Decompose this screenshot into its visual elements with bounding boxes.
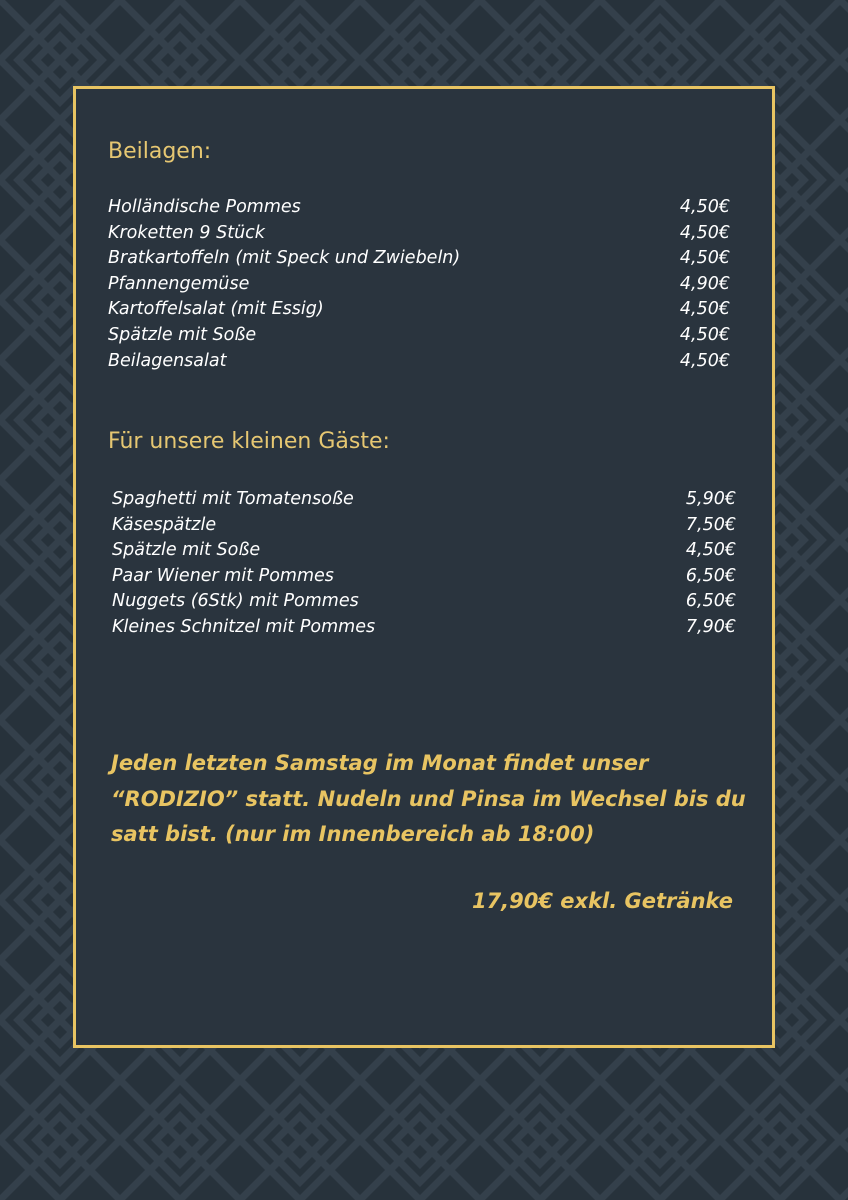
item-price: 4,50€ <box>679 324 730 345</box>
item-name: Beilagensalat <box>108 350 227 371</box>
item-name: Bratkartoffeln (mit Speck und Zwiebeln) <box>108 248 461 269</box>
item-price: 6,50€ <box>685 591 736 612</box>
list-item <box>108 246 730 272</box>
beilagen-list <box>108 195 730 374</box>
list-item <box>112 564 736 590</box>
item-price: 5,90€ <box>685 489 736 509</box>
list-item <box>112 615 736 641</box>
item-price: 4,90€ <box>679 273 730 294</box>
list-item <box>112 513 736 539</box>
list-item <box>108 272 730 298</box>
list-item <box>108 195 730 221</box>
section-title-beilagen: Beilagen: <box>108 139 212 164</box>
item-price: 4,50€ <box>679 197 730 217</box>
item-name: Käsespätzle <box>112 514 217 535</box>
list-item <box>108 297 730 323</box>
item-price: 4,50€ <box>685 540 736 561</box>
item-name: Spätzle mit Soße <box>108 324 257 345</box>
list-item <box>112 487 736 513</box>
item-name: Paar Wiener mit Pommes <box>112 565 334 586</box>
item-price: 7,50€ <box>685 514 736 535</box>
menu-card <box>73 86 775 1048</box>
item-name: Spaghetti mit Tomatensoße <box>112 489 354 509</box>
list-item <box>108 221 730 247</box>
item-price: 4,50€ <box>679 299 730 320</box>
item-price: 4,50€ <box>679 350 730 371</box>
item-price: 4,50€ <box>679 222 730 243</box>
list-item <box>112 589 736 615</box>
rodizio-promo-price: 17,90€ exkl. Getränke <box>471 889 733 913</box>
item-name: Kleines Schnitzel mit Pommes <box>112 616 376 637</box>
item-name: Kartoffelsalat (mit Essig) <box>108 299 324 320</box>
list-item <box>108 323 730 349</box>
list-item <box>108 349 730 375</box>
item-name: Kroketten 9 Stück <box>108 222 265 243</box>
item-name: Nuggets (6Stk) mit Pommes <box>112 591 359 612</box>
item-name: Spätzle mit Soße <box>112 540 261 561</box>
rodizio-promo-text: Jeden letzten Samstag im Monat findet unser “RODIZIO” statt. Nudeln und Pinsa im Wechsel bis du satt bist. (nur im Innenbereich ab 18:00) <box>111 751 746 846</box>
item-name: Holländische Pommes <box>108 197 301 217</box>
section-title-kinder: Für unsere kleinen Gäste: <box>108 429 390 454</box>
item-price: 6,50€ <box>685 565 736 586</box>
kinder-list <box>112 487 736 641</box>
item-name: Pfannengemüse <box>108 273 250 294</box>
item-price: 7,90€ <box>685 616 736 637</box>
list-item <box>112 538 736 564</box>
item-price: 4,50€ <box>679 248 730 269</box>
